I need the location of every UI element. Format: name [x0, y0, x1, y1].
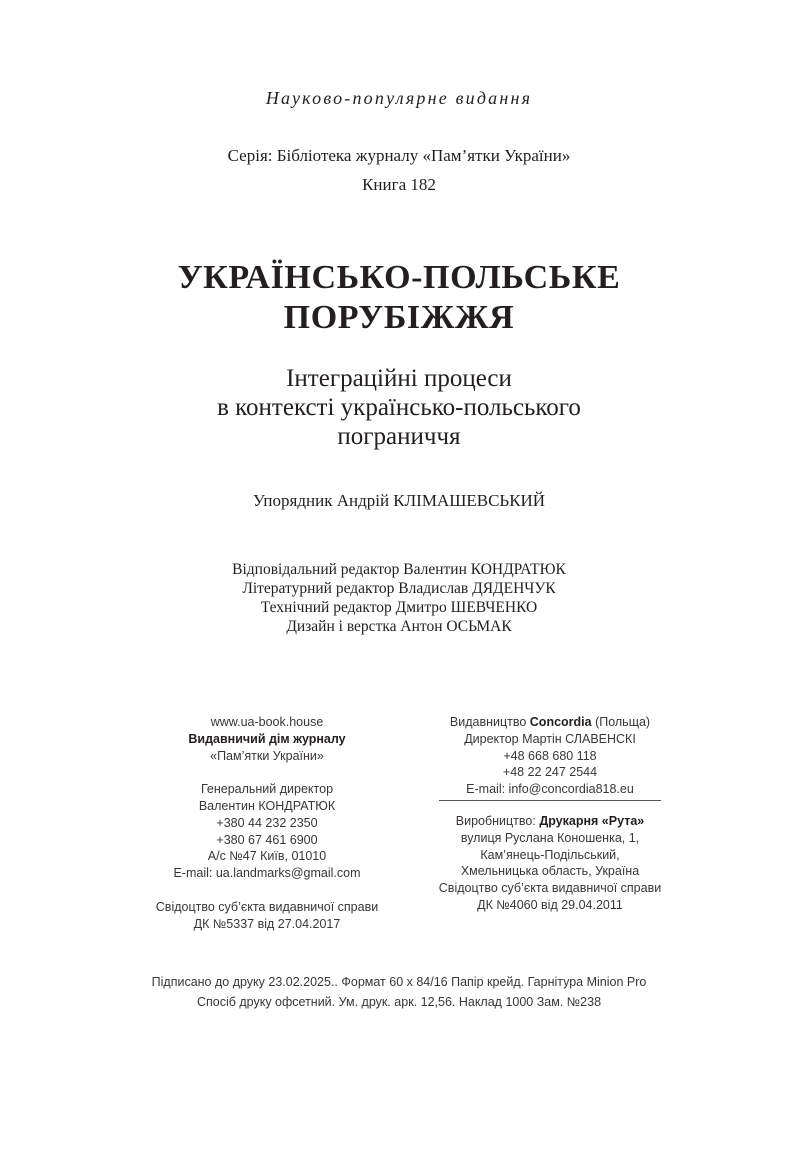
email: E-mail: info@concordia818.eu — [466, 782, 634, 797]
certificate-number: ДК №5337 від 27.04.2017 — [193, 916, 341, 931]
imprint-line: Підписано до друку 23.02.2025.. Формат 60 x 84/16 Папір крейд. Гарнітура Minion Pro — [151, 975, 647, 989]
title-line: УКРАЇНСЬКО-ПОЛЬСЬКЕ — [177, 259, 621, 296]
publisher-line — [400, 714, 700, 731]
genre-label: Науково-популярне видання — [265, 88, 533, 108]
postal-address: А/с №47 Київ, 01010 — [207, 849, 327, 864]
subtitle-line: пограниччя — [337, 423, 461, 450]
editors-credits — [0, 560, 798, 636]
certificate-label: Свідоцтво суб’єкта видавничої справи — [155, 899, 379, 914]
phone: +380 67 461 6900 — [216, 832, 318, 847]
editor-line: Відповідальний редактор Валентин КОНДРАТЮК — [232, 561, 566, 578]
series-label: Серія: Бібліотека журналу «Пам’ятки України» — [227, 146, 571, 165]
book-subtitle — [0, 364, 798, 451]
phone: +48 668 680 118 — [503, 748, 597, 763]
publisher-left-block — [117, 714, 417, 932]
book-number: Книга 182 — [362, 175, 436, 194]
subtitle-line: в контексті українсько-польського — [217, 394, 581, 421]
imprint-block — [0, 972, 798, 1012]
address-line: вулиця Руслана Коношенка, 1, — [460, 830, 640, 845]
address-line: Хмельницька область, Україна — [460, 864, 640, 879]
publisher-prefix: Видавництво — [449, 715, 530, 729]
phone: +48 22 247 2544 — [502, 765, 598, 780]
publisher-name: Concordia — [529, 715, 592, 729]
publisher-right-block — [400, 714, 700, 914]
imprint-line: Спосіб друку офсетний. Ум. друк. арк. 12,56. Наклад 1000 Зам. №238 — [196, 995, 602, 1009]
publisher-journal: «Пам’ятки України» — [210, 748, 324, 763]
printing-house: Друкарня «Рута» — [539, 813, 645, 828]
director-name: Валентин КОНДРАТЮК — [198, 798, 336, 813]
book-title — [0, 258, 798, 338]
director: Директор Мартін СЛАВЕНСКІ — [464, 731, 636, 746]
production-line — [400, 813, 700, 830]
production-prefix: Виробництво: — [455, 813, 540, 828]
editor-line: Літературний редактор Владислав ДЯДЕНЧУК — [242, 580, 556, 597]
publisher-country: (Польща) — [591, 715, 651, 729]
director-title: Генеральний директор — [200, 782, 334, 797]
certificate-label: Свідоцтво суб’єкта видавничої справи — [438, 881, 662, 896]
address-line: Кам’янець-Подільський, — [480, 847, 620, 862]
editor-line: Технічний редактор Дмитро ШЕВЧЕНКО — [260, 599, 538, 616]
publisher-name: Видавничий дім журналу — [188, 731, 346, 746]
subtitle-line: Інтеграційні процеси — [286, 365, 512, 392]
publisher-website: www.ua-book.house — [210, 715, 324, 729]
certificate-number: ДК №4060 від 29.04.2011 — [477, 897, 623, 912]
title-line: ПОРУБІЖЖЯ — [283, 299, 515, 336]
phone: +380 44 232 2350 — [216, 815, 318, 830]
email: E-mail: ua.landmarks@gmail.com — [173, 866, 361, 881]
editor-line: Дизайн і верстка Антон ОСЬМАК — [286, 618, 512, 635]
divider — [439, 800, 661, 801]
compiler-credit: Упорядник Андрій КЛІМАШЕВСЬКИЙ — [252, 491, 546, 510]
